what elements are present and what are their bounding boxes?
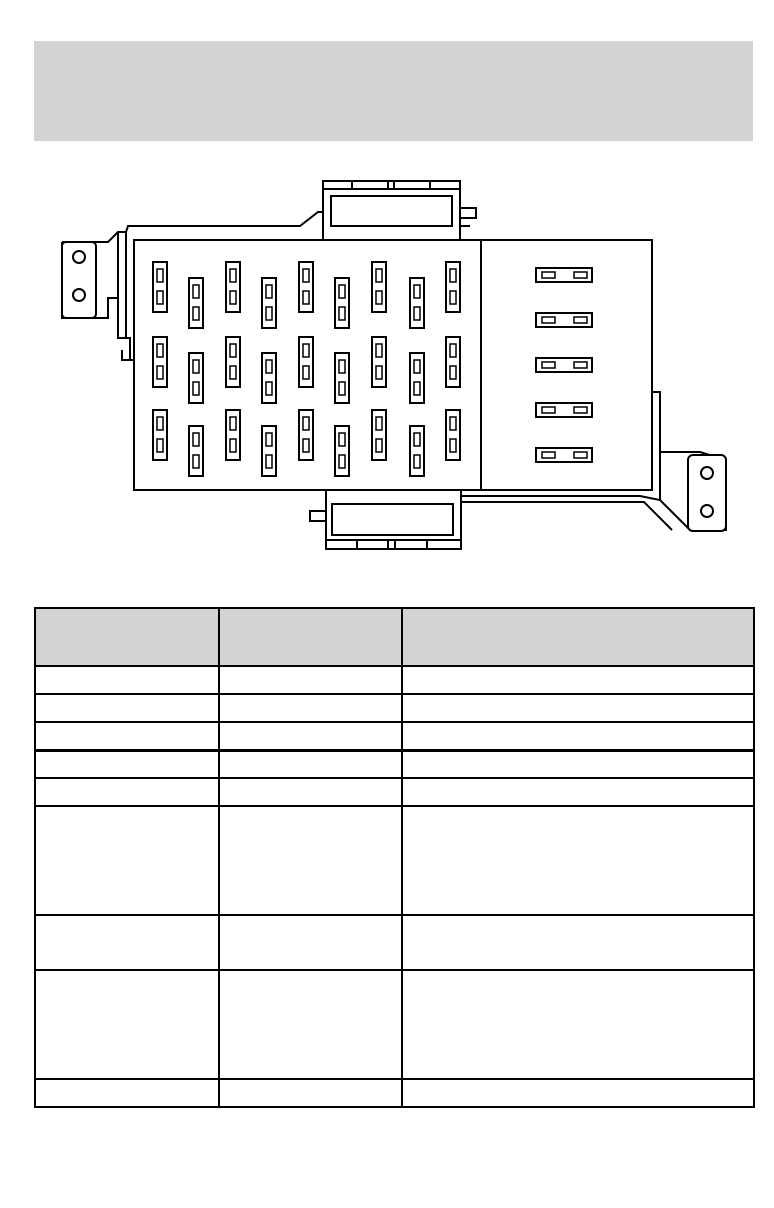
mini-fuse [410,426,424,476]
table-cell [35,694,219,722]
mini-fuse [153,410,167,460]
table-cell [219,806,402,915]
fuse-panel-diagram [0,170,774,560]
table-cell [402,694,754,722]
table-cell [35,778,219,806]
mini-fuse [410,278,424,328]
top-connector [323,181,476,241]
mini-fuse [262,353,276,403]
table-cell [402,778,754,806]
mini-fuse [299,337,313,387]
table-cell [35,970,219,1079]
mini-fuse [153,337,167,387]
column-header [219,608,402,666]
table-cell [219,722,402,750]
maxi-fuse [536,403,592,417]
table-cell [402,750,754,778]
table-row [35,970,754,1079]
table-cell [35,806,219,915]
mini-fuse [335,278,349,328]
table-cell [35,915,219,970]
mini-fuse [189,426,203,476]
mounting-hole [701,467,713,479]
mini-fuse [226,337,240,387]
section-header-band [34,41,753,141]
table-cell [402,722,754,750]
table-cell [219,666,402,694]
mini-fuse [262,278,276,328]
column-header [402,608,754,666]
mini-fuse [153,262,167,312]
maxi-fuse [536,448,592,462]
mini-fuse [335,353,349,403]
table-cell [219,694,402,722]
table-cell [402,666,754,694]
table-cell [219,970,402,1079]
mini-fuse [446,337,460,387]
table-row [35,1079,754,1107]
mini-fuse [226,410,240,460]
maxi-fuse [536,313,592,327]
fuse-table [34,607,755,1108]
table-cell [402,806,754,915]
table-cell [35,750,219,778]
table-row [35,722,754,750]
mounting-hole [73,289,85,301]
maxi-fuse [536,358,592,372]
table-cell [219,1079,402,1107]
table-cell [35,1079,219,1107]
mini-fuse [226,262,240,312]
table-row [35,806,754,915]
column-header [35,608,219,666]
bottom-connector [310,490,461,549]
mini-fuse [189,278,203,328]
table-row [35,694,754,722]
mounting-hole [73,251,85,263]
mini-fuse-array [153,262,460,476]
mini-fuse [189,353,203,403]
mini-fuse [262,426,276,476]
table-cell [402,1079,754,1107]
mini-fuse [372,410,386,460]
mini-fuse [446,410,460,460]
mounting-hole [701,505,713,517]
fuse-table-header [35,608,754,666]
table-row [35,778,754,806]
maxi-fuse [536,268,592,282]
table-cell [402,915,754,970]
mini-fuse [299,410,313,460]
table-cell [402,970,754,1079]
table-row [35,750,754,778]
mini-fuse [372,337,386,387]
table-row [35,666,754,694]
mini-fuse [335,426,349,476]
mini-fuse [446,262,460,312]
table-cell [219,750,402,778]
table-cell [219,778,402,806]
table-cell [35,722,219,750]
mini-fuse [410,353,424,403]
table-row [35,915,754,970]
fuse-table-body [35,666,754,1107]
table-cell [219,915,402,970]
table-cell [35,666,219,694]
mini-fuse [372,262,386,312]
mini-fuse [299,262,313,312]
